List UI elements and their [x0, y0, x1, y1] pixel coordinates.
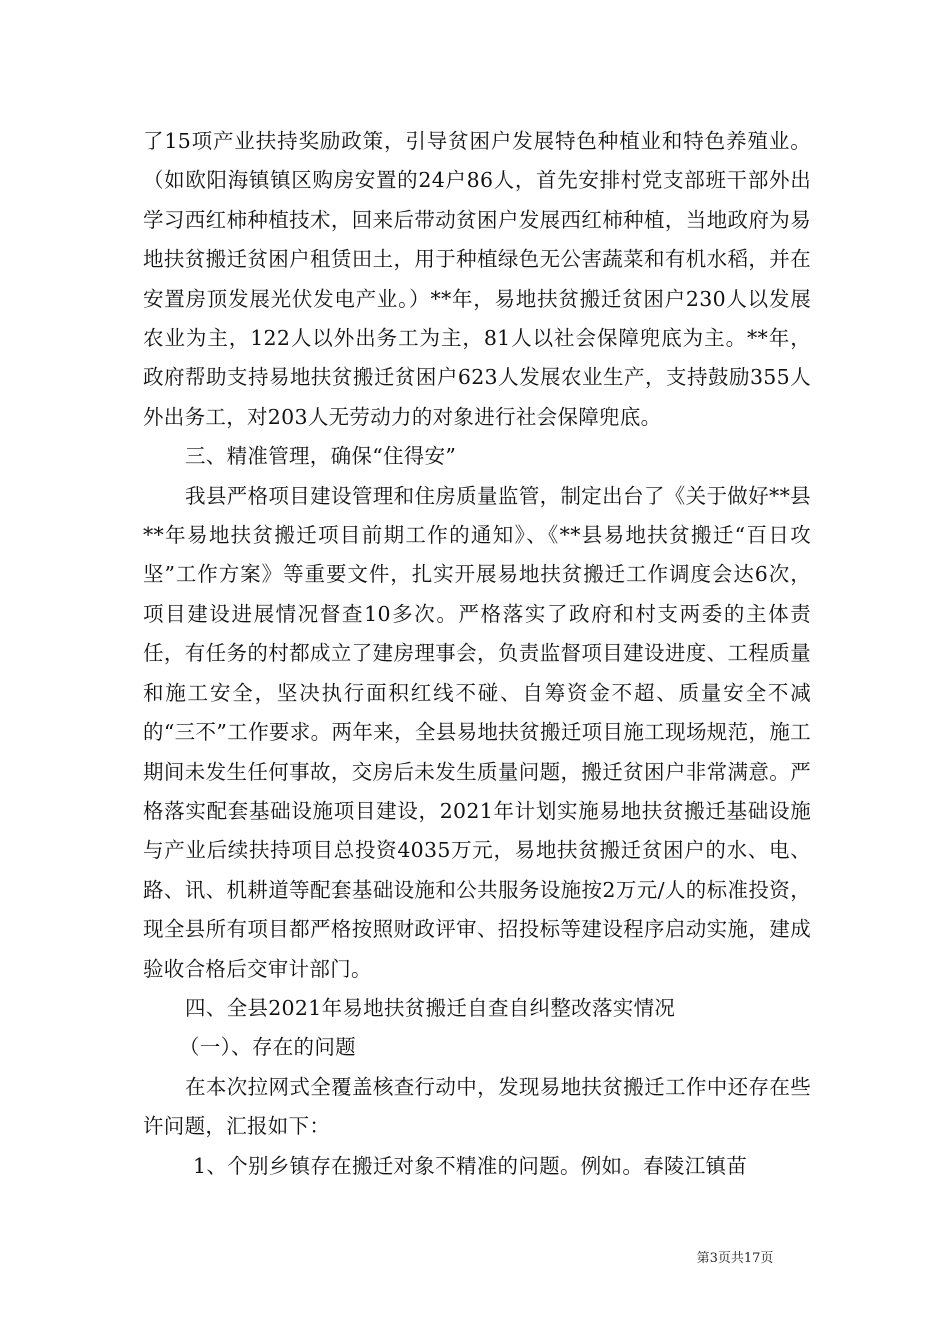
section-heading-self-inspection: 四、全县2021年易地扶贫搬迁自查自纠整改落实情况	[185, 995, 676, 1020]
paragraph-project-management: 我县严格项目建设管理和住房质量监管，制定出台了《关于做好**县**年易地扶贫搬迁项目前期工作的通知》、《**县易地扶贫搬迁“百日攻坚”工作方案》等重要文件，扎实开展易地扶贫搬迁工作调度会达6次，项目建设进展情况督查10多次。严格落实了政府和村支两委的主体责任，有任务的村都成立了建房理事会，负责监督项目建设进度、工程质量和施工安全，坚决执行面积红线不碰、自筹资金不超、质量安全不减的“三不”工作要求。两年来，全县易地扶贫搬迁项目施工现场规范，施工期间未发生任何事故，交房后未发生质量问题，搬迁贫困户非常满意。严格落实配套基础设施项目建设，2021年计划实施易地扶贫搬迁基础设施与产业后续扶持项目总投资4035万元，易地扶贫搬迁贫困户的水、电、路、讯、机耕道等配套基础设施和公共服务设施按2万元/人的标准投资，现全县所有项目都严格按照财政评审、招投标等建设程序启动实施，建成验收合格后交审计部门。	[143, 483, 811, 981]
list-item-problem-1: 1、个别乡镇存在搬迁对象不精准的问题。例如。春陵江镇苗	[193, 1153, 748, 1178]
subsection-heading-existing-problems: （一）、存在的问题	[179, 1035, 356, 1060]
document-body	[143, 122, 811, 1186]
section-heading-precise-management: 三、精准管理，确保“住得安”	[185, 444, 457, 469]
page-footer	[0, 1250, 950, 1268]
paragraph-inspection-findings: 在本次拉网式全覆盖核查行动中，发现易地扶贫搬迁工作中还存在些许问题，汇报如下：	[143, 1074, 811, 1139]
page-number-label: 第3页共17页	[696, 1251, 774, 1266]
paragraph-industry-support: 了15项产业扶持奖励政策，引导贫困户发展特色种植业和特色养殖业。（如欧阳海镇镇区购房安置的24户86人，首先安排村党支部班干部外出学习西红柿种植技术，回来后带动贫困户发展西红柿种植，当地政府为易地扶贫搬迁贫困户租赁田土，用于种植绿色无公害蔬菜和有机水稻，并在安置房顶发展光伏发电产业。）**年，易地扶贫搬迁贫困户230人以发展农业为主，122人以外出务工为主，81人以社会保障兜底为主。**年，政府帮助支持易地扶贫搬迁贫困户623人发展农业生产，支持鼓励355人外出务工，对203人无劳动力的对象进行社会保障兜底。	[143, 129, 811, 429]
